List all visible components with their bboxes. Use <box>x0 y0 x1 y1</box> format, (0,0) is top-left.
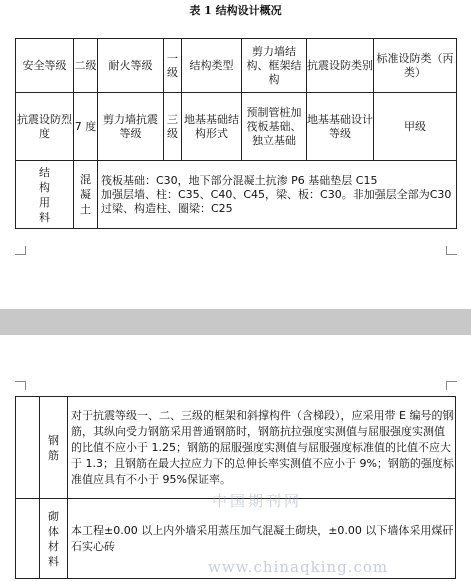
masonry-spec: 本工程±0.00 以上内外墙采用蒸压加气混凝土砌块，±0.00 以下墙体采用煤矸石实心砖 <box>68 499 456 579</box>
table-caption: 表 1 结构设计概况 <box>189 4 282 17</box>
page-corner-mark <box>15 381 26 390</box>
table-row <box>16 93 457 161</box>
table-row <box>16 397 456 499</box>
watermark-url: www.chinaqking.com <box>208 558 389 576</box>
document-page-2 <box>0 335 471 581</box>
table-cell: 剪力墙结构、框架结构 <box>242 39 307 93</box>
concrete-spec-line: 筏板基础：C30，地下部分混凝土抗渗 P6 基础垫层 C15 <box>101 173 378 187</box>
table-cell: 标准设防类（丙类） <box>374 39 457 93</box>
structure-design-table <box>15 38 457 229</box>
concrete-spec-line: 过梁、构造柱、圈梁：C25 <box>101 201 233 215</box>
table-row <box>16 39 457 93</box>
materials-label: 结构用料 <box>16 161 74 229</box>
page-corner-mark <box>446 246 457 255</box>
table-cell: 7 度 <box>74 93 98 161</box>
materials-table <box>15 396 456 579</box>
concrete-label: 混凝土 <box>74 161 98 229</box>
table-cell: 甲级 <box>374 93 457 161</box>
page-corner-mark <box>446 381 457 390</box>
table-cell: 一级 <box>164 39 182 93</box>
table-cell: 剪力墙抗震等级 <box>98 93 164 161</box>
table-cell: 地基基础设计等级 <box>307 93 374 161</box>
table-cell: 结构类型 <box>182 39 242 93</box>
table-cell: 耐火等级 <box>98 39 164 93</box>
table-cell: 二级 <box>74 39 98 93</box>
watermark-title: 中国期刊网 <box>212 492 303 510</box>
table-cell: 预制管桩加筏板基础、独立基础 <box>242 93 307 161</box>
concrete-spec-line: 加强层墙、柱：C35、C40、C45，梁、板：C30。非加强层全部为C30 <box>101 187 452 201</box>
table-cell: 抗震设防烈度 <box>16 93 74 161</box>
concrete-spec-cell <box>98 161 457 229</box>
steel-spec: 对于抗震等级一、二、三级的框架和斜撑构件（含梯段），应采用带 E 编号的钢筋，其纵向受力钢筋采用普通钢筋时，钢筋抗拉强度实测值与屈服强度实测值的比值不应小于 1.25；钢筋的屈服强度实测值与屈服强度标准值的比值不应大于 1.3；且钢筋在最大拉应力下的总伸长率实测值不应小于 9%；钢筋的强度标准值应具有不小于 95%保证率。 <box>68 397 456 499</box>
page-corner-mark <box>15 246 26 255</box>
masonry-label: 砌体材料 <box>40 499 68 579</box>
table-cell: 三级 <box>164 93 182 161</box>
table-row <box>16 161 457 229</box>
page-gap <box>0 309 471 335</box>
table-cell: 地基基础结构形式 <box>182 93 242 161</box>
steel-label: 钢筋 <box>40 397 68 499</box>
table-cell: 安全等级 <box>16 39 74 93</box>
table-cell: 抗震设防类别 <box>307 39 374 93</box>
